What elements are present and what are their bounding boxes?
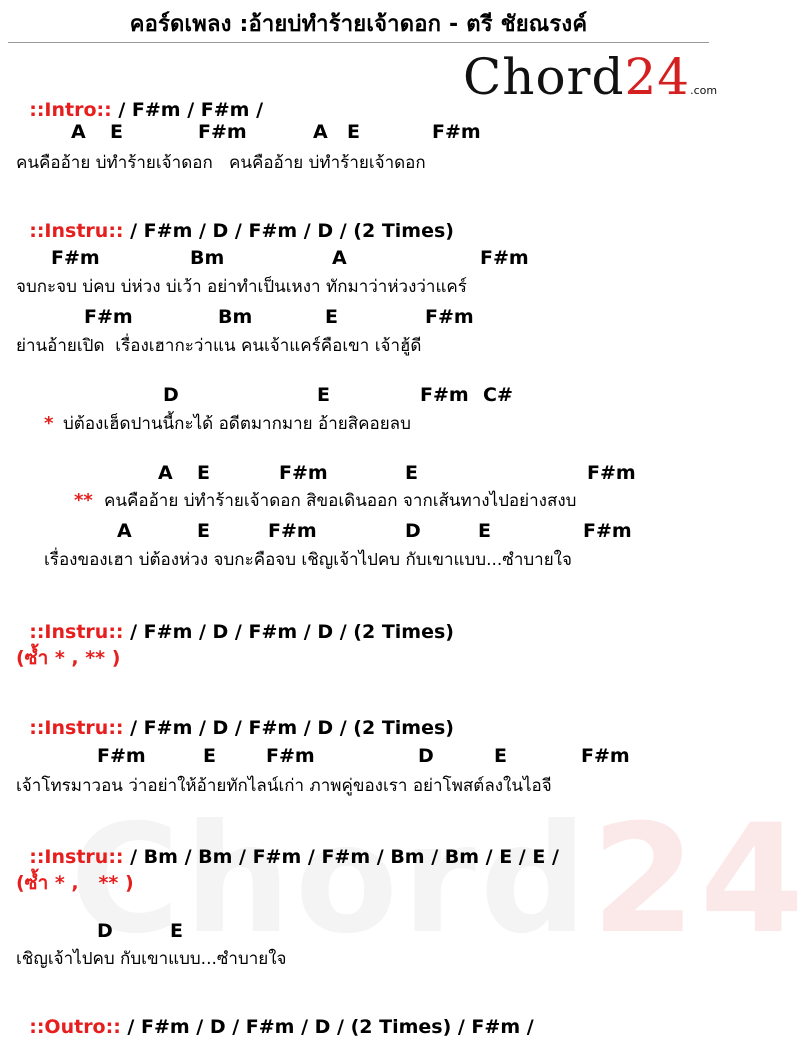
chord[interactable]: F#m xyxy=(84,306,133,328)
chord[interactable]: F#m xyxy=(279,462,328,484)
chord[interactable]: E xyxy=(494,745,507,767)
chord[interactable]: E xyxy=(347,121,360,143)
chord[interactable]: F#m xyxy=(587,462,636,484)
chord[interactable]: D xyxy=(97,920,113,942)
chord[interactable]: F#m xyxy=(480,247,529,269)
section-tag: ::Intro:: xyxy=(29,99,112,121)
instru-section xyxy=(16,198,454,242)
logo-number: 24 xyxy=(624,48,691,106)
section-chords: / Bm / Bm / F#m / F#m / Bm / Bm / E / E / xyxy=(123,846,559,868)
instru-section xyxy=(16,824,559,868)
chord[interactable]: A xyxy=(117,520,132,542)
section-marker: ** xyxy=(74,490,93,511)
lyric-line: จบกะจบ บ่คบ บ่ห่วง บ่เว้า อย่าทำเป็นเหงา ทักมาว่าห่วงว่าแคร์ xyxy=(16,277,467,297)
chord[interactable]: F#m xyxy=(51,247,100,269)
chord[interactable]: E xyxy=(325,306,338,328)
instru-section xyxy=(16,599,454,643)
lyric-line: ย่านอ้ายเปิด เรื่องเฮากะว่าแน คนเจ้าแคร์คือเขา เจ้าฮู้ดี xyxy=(16,336,422,356)
lyric-line: บ่ต้องเฮ็ดปานนี้กะได้ อดีตมากมาย อ้ายสิคอยลบ xyxy=(63,414,411,434)
section-chords: / F#m / D / F#m / D / (2 Times) xyxy=(123,717,454,739)
section-chords: / F#m / D / F#m / D / (2 Times) xyxy=(123,220,454,242)
chord[interactable]: D xyxy=(405,520,421,542)
intro-section xyxy=(16,77,263,121)
logo-suffix: .com xyxy=(690,84,718,97)
chord[interactable]: E xyxy=(405,462,418,484)
chord[interactable]: C# xyxy=(483,384,513,406)
outro-section xyxy=(16,994,534,1038)
repeat-note: (ซ้ำ * , ** ) xyxy=(16,647,121,669)
chord[interactable]: E xyxy=(478,520,491,542)
chord[interactable]: A xyxy=(313,121,328,143)
page-title: คอร์ดเพลง :อ้ายบ่ทำร้ายเจ้าดอก - ตรี ชัยณรงค์ xyxy=(129,12,588,37)
lyric-line: คนคืออ้าย บ่ทำร้ายเจ้าดอก สิขอเดินออก จากเส้นทางไปอย่างสงบ xyxy=(104,491,577,511)
chord[interactable]: E xyxy=(170,920,183,942)
section-chords: / F#m / D / F#m / D / (2 Times) / F#m / xyxy=(120,1016,534,1038)
chord[interactable]: E xyxy=(197,520,210,542)
chord[interactable]: E xyxy=(317,384,330,406)
section-tag: ::Instru:: xyxy=(29,621,124,643)
lyric-line: เรื่องของเฮา บ่ต้องห่วง จบกะคือจบ เชิญเจ้าไปคบ กับเขาแบบ...ซำบายใจ xyxy=(44,550,572,570)
logo-text: Chord xyxy=(463,48,625,106)
section-tag: ::Instru:: xyxy=(29,717,124,739)
instru-section xyxy=(16,695,454,739)
chord[interactable]: F#m xyxy=(581,745,630,767)
chord[interactable]: D xyxy=(163,384,179,406)
chord[interactable]: Bm xyxy=(218,306,253,328)
chord[interactable]: E xyxy=(110,121,123,143)
section-tag: ::Instru:: xyxy=(29,220,124,242)
chord[interactable]: E xyxy=(203,745,216,767)
chord[interactable]: F#m xyxy=(425,306,474,328)
chord[interactable]: F#m xyxy=(198,121,247,143)
chord[interactable]: F#m xyxy=(432,121,481,143)
chord[interactable]: F#m xyxy=(583,520,632,542)
chord[interactable]: Bm xyxy=(190,247,225,269)
chord[interactable]: D xyxy=(418,745,434,767)
watermark-text xyxy=(70,793,591,967)
chord[interactable]: E xyxy=(197,462,210,484)
title-divider xyxy=(8,42,709,43)
chord[interactable]: F#m xyxy=(97,745,146,767)
section-chords: / F#m / F#m / xyxy=(111,99,264,121)
chord[interactable]: A xyxy=(158,462,173,484)
repeat-note: (ซ้ำ * , ** ) xyxy=(16,872,134,894)
lyric-line: เชิญเจ้าไปคบ กับเขาแบบ...ซำบายใจ xyxy=(16,949,287,969)
watermark-number: 24 xyxy=(591,793,808,967)
section-chords: / F#m / D / F#m / D / (2 Times) xyxy=(123,621,454,643)
site-logo[interactable] xyxy=(463,50,717,118)
lyric-line: คนคืออ้าย บ่ทำร้ายเจ้าดอก คนคืออ้าย บ่ทำร้ายเจ้าดอก xyxy=(16,153,426,173)
chord[interactable]: A xyxy=(71,121,86,143)
chord[interactable]: F#m xyxy=(266,745,315,767)
chord[interactable]: A xyxy=(332,247,347,269)
section-tag: ::Outro:: xyxy=(29,1016,121,1038)
lyric-line: เจ้าโทรมาวอน ว่าอย่าให้อ้ายทักไลน์เก่า ภาพคู่ของเรา อย่าโพสต์ลงในไอจี xyxy=(16,776,552,796)
section-marker: * xyxy=(44,413,54,434)
section-tag: ::Instru:: xyxy=(29,846,124,868)
chord[interactable]: F#m xyxy=(420,384,469,406)
chord[interactable]: F#m xyxy=(268,520,317,542)
